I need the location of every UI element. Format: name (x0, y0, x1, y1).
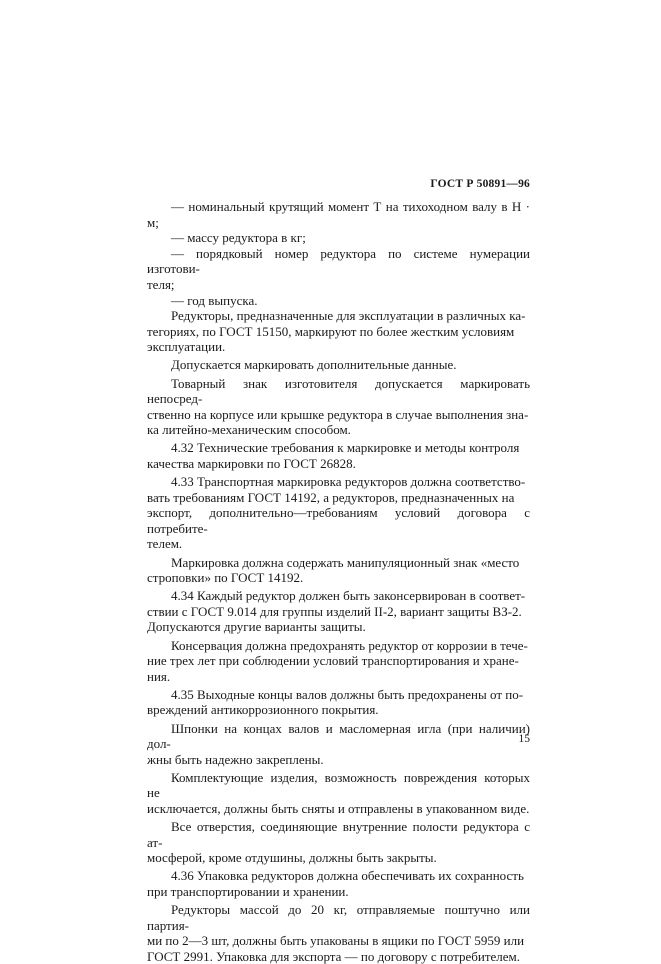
paragraph-preservation: Консервация должна предохранять редуктор от коррозии в тече- ние трех лет при соблюдении условий транспортирования и хране- ния. (147, 637, 528, 684)
paragraph-packaging: Редукторы массой до 20 кг, отправляемые поштучно или партия- ми по 2—3 шт, должны быть упакованы в ящики по ГОСТ 5959 или ГОСТ 2991. Упаковка для экспорта — по договору с потребителем. (147, 902, 530, 964)
section-4-32: 4.32 Технические требования к маркировке и методы контроля качества маркировки по ГОСТ 26828. (147, 440, 520, 471)
page-number: 15 (518, 733, 530, 745)
paragraph-handling-mark: Маркировка должна содержать манипуляционный знак «место строповки» по ГОСТ 14192. (147, 554, 520, 586)
section-4-33: 4.33 Транспортная маркировка редукторов должна соответство- вать требованиям ГОСТ 14192, а редукторов, предназначенных на экспорт, дополнительно—требованиям условий договора с потребите- телем. (147, 474, 530, 552)
paragraph-components: Комплектующие изделия, возможность повреждения которых не исключается, должны быть сняты и отправлены в упакованном виде. (147, 769, 530, 816)
section-4-35: 4.35 Выходные концы валов должны быть предохранены от по- вреждений антикоррозионного покрытия. (147, 686, 524, 718)
section-4-36: 4.36 Упаковка редукторов должна обеспечивать их сохранность при транспортировании и хранении. (147, 868, 524, 899)
paragraph-keys: Шпонки на концах валов и масломерная игла (при наличии) дол- жны быть надежно закреплены. (147, 720, 530, 767)
document-body (147, 199, 530, 964)
list-item-torque: — номинальный крутящий момент Т на тихоходном валу в Н · м; (147, 199, 530, 230)
paragraph-trademark: Товарный знак изготовителя допускается маркировать непосред- ственно на корпусе или крышке редуктора в случае выполнения зна- ка литейно-механическим способом. (147, 375, 530, 438)
list-item-serial-number: — порядковый номер редуктора по системе нумерации изготови- теля; (147, 245, 530, 292)
document-header: ГОСТ Р 50891—96 (430, 178, 530, 190)
section-4-34: 4.34 Каждый редуктор должен быть законсервирован в соответ- ствии с ГОСТ 9.014 для группы изделий II-2, вариант защиты ВЗ-2. Допускаются другие варианты защиты. (147, 588, 526, 635)
paragraph-climatic-categories: Редукторы, предназначенные для эксплуатации в различных ка- тегориях, по ГОСТ 15150, маркируют по более жестким условиям эксплуатации. (147, 308, 526, 355)
paragraph-openings: Все отверстия, соединяющие внутренние полости редуктора с ат- мосферой, кроме отдушины, должны быть закрыты. (147, 819, 530, 866)
paragraph-additional-data: Допускается маркировать дополнительные данные. (171, 357, 457, 373)
list-item-year: — год выпуска. (171, 292, 258, 308)
list-item-mass: — массу редуктора в кг; (171, 230, 306, 246)
